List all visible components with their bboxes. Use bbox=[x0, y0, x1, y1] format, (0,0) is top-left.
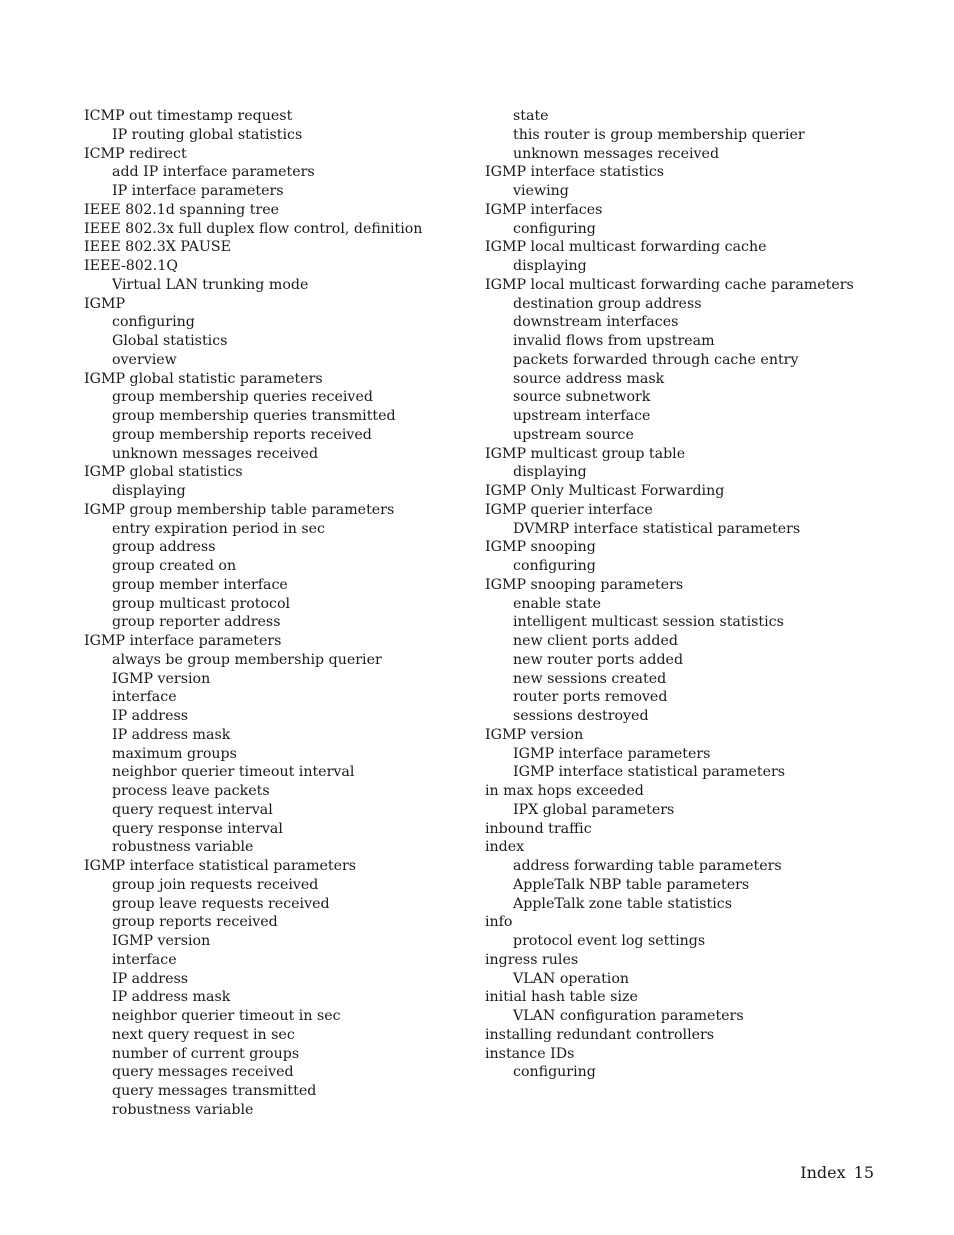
index-subentry: group leave requests received bbox=[112, 895, 330, 912]
index-subentry: VLAN operation bbox=[513, 970, 630, 987]
index-subentry: robustness variable bbox=[112, 1101, 254, 1118]
index-subentry: IP address bbox=[112, 970, 189, 987]
index-subentry: protocol event log settings bbox=[513, 933, 706, 949]
index-subentry: IP routing global statistics bbox=[112, 126, 303, 143]
index-subentry: group multicast protocol bbox=[112, 595, 291, 612]
index-subentry: configuring bbox=[513, 220, 596, 237]
index-subentry: group reporter address bbox=[112, 614, 281, 631]
index-entry: IGMP global statistic parameters bbox=[84, 370, 323, 387]
index-entry: ICMP out timestamp request bbox=[84, 108, 293, 124]
index-subentry: query request interval bbox=[112, 801, 273, 818]
index-subentry: VLAN configuration parameters bbox=[513, 1008, 744, 1024]
index-subentry: state bbox=[513, 108, 549, 124]
index-subentry: displaying bbox=[513, 464, 587, 481]
index-subentry: IP address mask bbox=[112, 726, 231, 743]
index-subentry: interface bbox=[112, 951, 177, 968]
index-entry: info bbox=[485, 914, 513, 931]
index-subentry: displaying bbox=[112, 483, 186, 499]
index-entry: installing redundant controllers bbox=[485, 1026, 715, 1043]
index-entry: IGMP local multicast forwarding cache bbox=[485, 239, 767, 256]
index-entry: instance IDs bbox=[485, 1045, 575, 1062]
index-entry: IEEE 802.1d spanning tree bbox=[84, 201, 280, 218]
index-entry: index bbox=[485, 839, 525, 856]
index-subentry: query messages transmitted bbox=[112, 1083, 317, 1099]
index-subentry: group membership reports received bbox=[112, 426, 372, 443]
index-entry: IGMP interface parameters bbox=[84, 633, 282, 649]
index-subentry: invalid flows from upstream bbox=[513, 333, 715, 349]
index-subentry: new sessions created bbox=[513, 670, 667, 687]
index-subentry: add IP interface parameters bbox=[112, 164, 315, 181]
index-entry: IGMP interface statistical parameters bbox=[84, 858, 357, 874]
index-subentry: AppleTalk zone table statistics bbox=[513, 895, 732, 912]
index-entry: inbound traffic bbox=[485, 820, 592, 837]
index-subentry: address forwarding table parameters bbox=[513, 858, 782, 874]
index-entry: ingress rules bbox=[485, 951, 579, 968]
index-entry: IGMP multicast group table bbox=[485, 445, 686, 462]
index-subentry: group membership queries received bbox=[112, 389, 373, 406]
index-subentry: IP interface parameters bbox=[112, 183, 284, 199]
index-entry: IEEE 802.3X PAUSE bbox=[84, 239, 231, 256]
index-subentry: new client ports added bbox=[513, 633, 678, 649]
index-subentry: configuring bbox=[112, 314, 195, 331]
index-entry: in max hops exceeded bbox=[485, 783, 644, 799]
index-subentry: neighbor querier timeout interval bbox=[112, 764, 355, 781]
page-number: 15 bbox=[853, 1163, 874, 1182]
page-footer bbox=[800, 1163, 874, 1182]
index-subentry: process leave packets bbox=[112, 783, 270, 799]
index-entry: IGMP Only Multicast Forwarding bbox=[485, 483, 725, 499]
index-subentry: entry expiration period in sec bbox=[112, 520, 325, 537]
index-subentry: next query request in sec bbox=[112, 1026, 295, 1043]
index-subentry: downstream interfaces bbox=[513, 314, 679, 331]
index-subentry: router ports removed bbox=[513, 689, 668, 706]
index-subentry: configuring bbox=[513, 1064, 596, 1081]
index-subentry: intelligent multicast session statistics bbox=[513, 614, 784, 631]
index-entry: IGMP group membership table parameters bbox=[84, 501, 395, 518]
index-subentry: query response interval bbox=[112, 820, 283, 837]
index-entry: IEEE 802.3x full duplex flow control, definition bbox=[84, 220, 423, 237]
index-subentry: configuring bbox=[513, 558, 596, 574]
footer-section-label: Index bbox=[800, 1163, 846, 1182]
index-subentry: group member interface bbox=[112, 576, 288, 593]
index-column-left bbox=[84, 107, 504, 1120]
index-subentry: enable state bbox=[513, 595, 602, 612]
index-subentry: group membership queries transmitted bbox=[112, 408, 396, 424]
index-subentry: IGMP version bbox=[112, 670, 211, 687]
index-subentry: query messages received bbox=[112, 1064, 294, 1081]
index-entry: IGMP interfaces bbox=[485, 201, 603, 218]
index-entry: ICMP redirect bbox=[84, 145, 187, 162]
index-subentry: DVMRP interface statistical parameters bbox=[513, 520, 801, 537]
index-subentry: interface bbox=[112, 689, 177, 706]
index-subentry: source subnetwork bbox=[513, 389, 651, 406]
index-subentry: number of current groups bbox=[112, 1045, 300, 1062]
index-subentry: neighbor querier timeout in sec bbox=[112, 1008, 341, 1024]
index-subentry: packets forwarded through cache entry bbox=[513, 351, 799, 368]
index-entry: initial hash table size bbox=[485, 989, 638, 1006]
index-subentry: unknown messages received bbox=[112, 445, 319, 462]
index-subentry: group join requests received bbox=[112, 876, 319, 893]
index-subentry: new router ports added bbox=[513, 651, 684, 668]
index-entry: IGMP global statistics bbox=[84, 464, 243, 481]
index-subentry: source address mask bbox=[513, 370, 665, 387]
index-entry: IEEE-802.1Q bbox=[84, 258, 178, 274]
index-subentry: robustness variable bbox=[112, 839, 254, 856]
index-subentry: overview bbox=[112, 351, 177, 368]
index-subentry: upstream interface bbox=[513, 408, 651, 424]
index-subentry: sessions destroyed bbox=[513, 708, 649, 724]
index-subentry: IP address mask bbox=[112, 989, 231, 1006]
index-entry: IGMP bbox=[84, 295, 126, 312]
index-subentry: upstream source bbox=[513, 426, 634, 443]
index-subentry: group address bbox=[112, 539, 216, 556]
index-subentry: IGMP interface statistical parameters bbox=[513, 764, 786, 781]
index-subentry: IP address bbox=[112, 708, 189, 724]
index-subentry: viewing bbox=[513, 183, 569, 199]
index-subentry: this router is group membership querier bbox=[513, 126, 805, 143]
index-subentry: AppleTalk NBP table parameters bbox=[513, 876, 750, 893]
index-entry: IGMP snooping parameters bbox=[485, 576, 684, 593]
index-subentry: IGMP version bbox=[112, 933, 211, 949]
index-subentry: group reports received bbox=[112, 914, 278, 931]
index-subentry: maximum groups bbox=[112, 745, 237, 762]
index-entry: IGMP interface statistics bbox=[485, 164, 665, 181]
index-entry: IGMP querier interface bbox=[485, 501, 653, 518]
index-subentry: group created on bbox=[112, 558, 237, 574]
index-entry: IGMP version bbox=[485, 726, 584, 743]
index-subentry: destination group address bbox=[513, 295, 702, 312]
index-subentry: always be group membership querier bbox=[112, 651, 382, 668]
index-column-right bbox=[485, 107, 905, 1082]
index-subentry: Virtual LAN trunking mode bbox=[112, 276, 309, 293]
index-subentry: IPX global parameters bbox=[513, 801, 675, 818]
index-subentry: Global statistics bbox=[112, 333, 228, 349]
index-entry: IGMP snooping bbox=[485, 539, 596, 556]
index-entry: IGMP local multicast forwarding cache parameters bbox=[485, 276, 854, 293]
index-subentry: unknown messages received bbox=[513, 145, 720, 162]
index-subentry: displaying bbox=[513, 258, 587, 274]
index-subentry: IGMP interface parameters bbox=[513, 745, 711, 762]
